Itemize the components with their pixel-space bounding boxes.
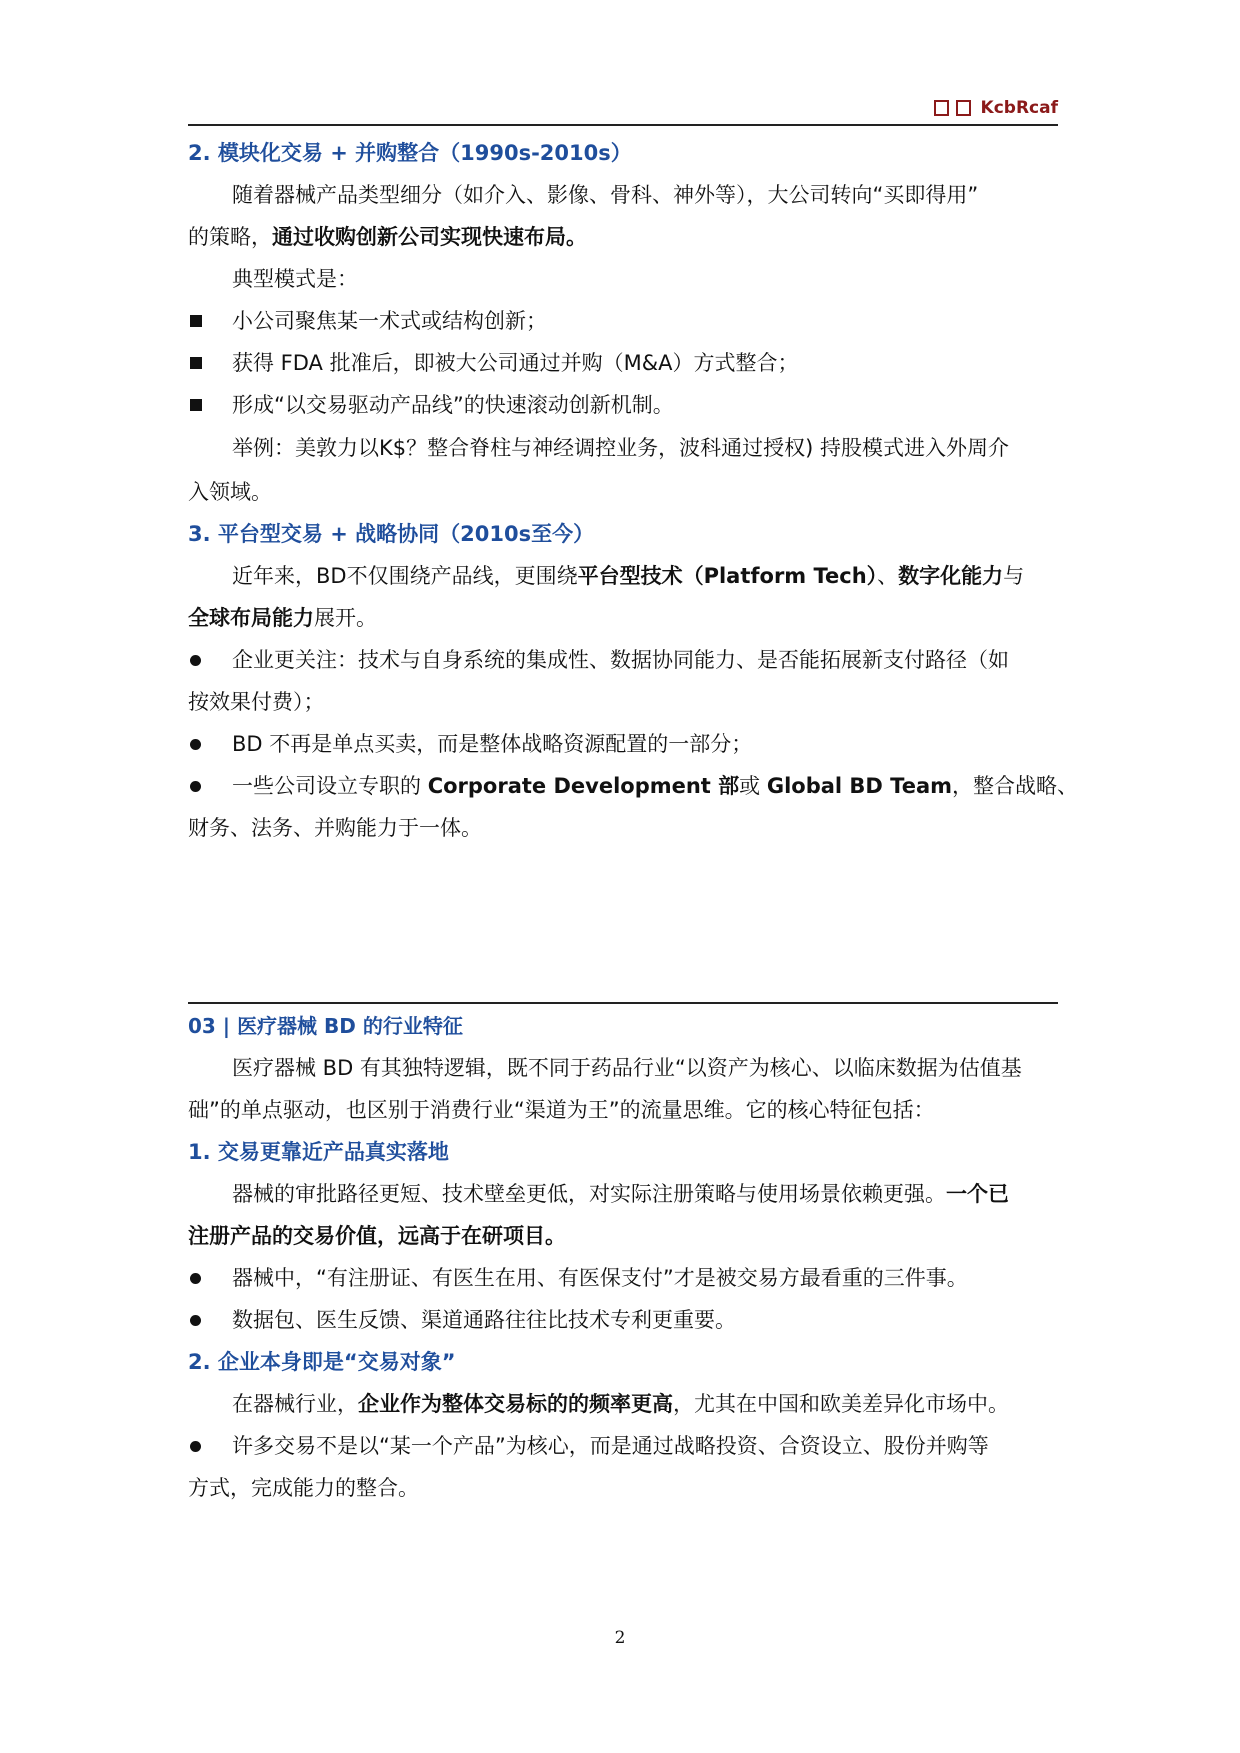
paragraph: 在器械行业，企业作为整体交易标的的频率更高，尤其在中国和欧美差异化市场中。 bbox=[232, 1392, 1009, 1416]
brand-logo-icon bbox=[934, 100, 971, 116]
dot-bullet-icon bbox=[190, 739, 201, 750]
paragraph: 方式，完成能力的整合。 bbox=[188, 1476, 419, 1500]
paragraph: 础”的单点驱动，也区别于消费行业“渠道为王”的流量思维。它的核心特征包括： bbox=[188, 1098, 935, 1122]
dot-bullet-icon bbox=[190, 781, 201, 792]
section-3-title: 3. 平台型交易 + 战略协同（2010s至今） bbox=[188, 522, 595, 546]
paragraph: 入领域。 bbox=[188, 480, 272, 504]
section-2-title: 2. 模块化交易 + 并购整合（1990s-2010s） bbox=[188, 141, 632, 165]
header-divider bbox=[188, 124, 1058, 126]
square-bullet-icon bbox=[190, 315, 202, 327]
section-divider bbox=[188, 1002, 1058, 1004]
logo-box-icon bbox=[934, 100, 949, 116]
paragraph: 全球布局能力展开。 bbox=[188, 606, 377, 630]
paragraph: 随着器械产品类型细分（如介入、影像、骨科、神外等），大公司转向“买即得用” bbox=[232, 183, 979, 207]
paragraph: 财务、法务、并购能力于一体。 bbox=[188, 816, 482, 840]
emphasis: 通过收购创新公司实现快速布局。 bbox=[272, 225, 587, 249]
dot-bullet-icon bbox=[190, 1273, 201, 1284]
paragraph: 注册产品的交易价值，远高于在研项目。 bbox=[188, 1224, 566, 1248]
logo-box-icon bbox=[956, 100, 971, 116]
dot-bullet-icon bbox=[190, 1315, 201, 1326]
dot-bullet-icon bbox=[190, 655, 201, 666]
page-number: 2 bbox=[614, 1628, 626, 1648]
paragraph: 的策略，通过收购创新公司实现快速布局。 bbox=[188, 225, 587, 249]
square-bullet-icon bbox=[190, 399, 202, 411]
paragraph: 医疗器械 BD 有其独特逻辑，既不同于药品行业“以资产为核心、以临床数据为估值基 bbox=[232, 1056, 1022, 1080]
page-header bbox=[934, 96, 1058, 120]
paragraph: 近年来，BD不仅围绕产品线，更围绕平台型技术（Platform Tech）、数字化能力与 bbox=[232, 564, 1025, 588]
paragraph: 器械的审批路径更短、技术壁垒更低，对实际注册策略与使用场景依赖更强。一个已 bbox=[232, 1182, 1009, 1206]
paragraph: 举例：美敦力以K$？整合脊柱与神经调控业务，波科通过授权) 持股模式进入外周介 bbox=[232, 436, 1009, 460]
subsection-2-title: 2. 企业本身即是“交易对象” bbox=[188, 1350, 456, 1374]
paragraph: 典型模式是： bbox=[232, 267, 358, 291]
paragraph: 按效果付费）； bbox=[188, 690, 325, 714]
square-bullet-icon bbox=[190, 357, 202, 369]
subsection-1-title: 1. 交易更靠近产品真实落地 bbox=[188, 1140, 449, 1164]
dot-bullet-icon bbox=[190, 1441, 201, 1452]
brand-name: KcbRcaf bbox=[980, 98, 1058, 118]
chapter-title: 03 | 医疗器械 BD 的行业特征 bbox=[188, 1014, 463, 1038]
